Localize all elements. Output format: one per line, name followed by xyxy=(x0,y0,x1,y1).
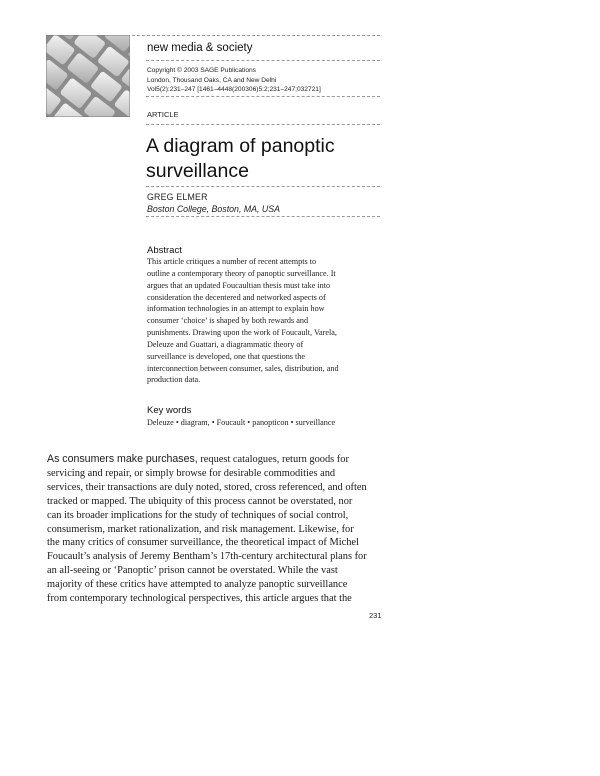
abstract-line: punishments. Drawing upon the work of Foucault, Varela, xyxy=(147,328,337,338)
abstract-line: surveillance is developed, one that questions the xyxy=(147,351,306,361)
top-rule xyxy=(132,35,380,36)
body-line: can its broader implications for the study of techniques of social control, xyxy=(47,509,349,521)
body-line: from contemporary technological perspectives, this article argues that the xyxy=(47,593,352,605)
body-line: an all-seeing or ‘Panoptic’ prison cannot be overstated. While the vast xyxy=(47,565,338,577)
copyright-line: Copyright © 2003 SAGE Publications xyxy=(147,67,256,74)
journal-name: new media & society xyxy=(147,42,253,54)
abstract-heading: Abstract xyxy=(147,245,182,256)
abstract-line: information technologies in an attempt to explain how xyxy=(147,304,325,314)
keyboard-photo xyxy=(46,35,130,117)
lead-in: As consumers make purchases, xyxy=(47,453,198,465)
title-line: surveillance xyxy=(146,160,249,182)
abstract-line: interconnection between consumer, sales, distribution, and xyxy=(147,363,339,373)
info-rule xyxy=(146,96,380,97)
keywords-text: Deleuze • diagram, • Foucault • panopticon • surveillance xyxy=(147,418,336,427)
body-line: servicing and repair, or simply browse for desirable commodities and xyxy=(47,467,336,479)
author-affiliation: Boston College, Boston, MA, USA xyxy=(147,204,280,214)
abstract-line: outline a contemporary theory of panoptic surveillance. It xyxy=(147,268,336,278)
abstract-line: Deleuze and Guattari, a diagrammatic theory of xyxy=(147,339,304,349)
body-line: consumerism, market rationalization, and risk management. Likewise, for xyxy=(47,523,354,535)
abstract-line: consideration the decentered and networked aspects of xyxy=(147,292,326,302)
body-line: tracked or mapped. The ubiquity of this process cannot be overstated, nor xyxy=(47,495,353,507)
keywords-heading: Key words xyxy=(147,405,192,416)
author-name: GREG ELMER xyxy=(147,192,208,202)
abstract-text xyxy=(147,256,377,386)
section-rule xyxy=(146,124,380,125)
section-label: ARTICLE xyxy=(147,110,179,119)
journal-rule xyxy=(146,60,380,61)
abstract-line: production data. xyxy=(147,375,201,385)
body-text xyxy=(47,453,382,606)
author-rule xyxy=(146,216,380,217)
title-rule xyxy=(146,186,380,187)
body-first-line xyxy=(47,453,382,467)
article-title xyxy=(146,134,386,184)
abstract-line: argues that an updated Foucaultian thesis must take into xyxy=(147,280,331,290)
abstract-line: consumer ‘choice’ is shaped by both rewards and xyxy=(147,316,309,326)
location-line: London, Thousand Oaks, CA and New Delhi xyxy=(147,76,277,84)
first-line-rest: request catalogues, return goods for xyxy=(197,454,349,465)
volume-line: Vol5(2):231–247 [1461–4448(200306)5:2;231–247;032721] xyxy=(147,86,321,93)
body-line: services, their transactions are duly noted, stored, cross referenced, and often xyxy=(47,481,367,493)
abstract-line: This article critiques a number of recent attempts to xyxy=(147,257,317,266)
page-number: 231 xyxy=(369,611,382,620)
body-line: the many critics of consumer surveillance, the theoretical impact of Michel xyxy=(47,537,359,549)
body-line: Foucault’s analysis of Jeremy Bentham’s 17th-century architectural plans for xyxy=(47,551,367,563)
title-line: A diagram of panoptic xyxy=(146,135,335,157)
body-line: majority of these critics have attempted to analyze panoptic surveillance xyxy=(47,579,348,591)
publication-info xyxy=(147,66,321,95)
